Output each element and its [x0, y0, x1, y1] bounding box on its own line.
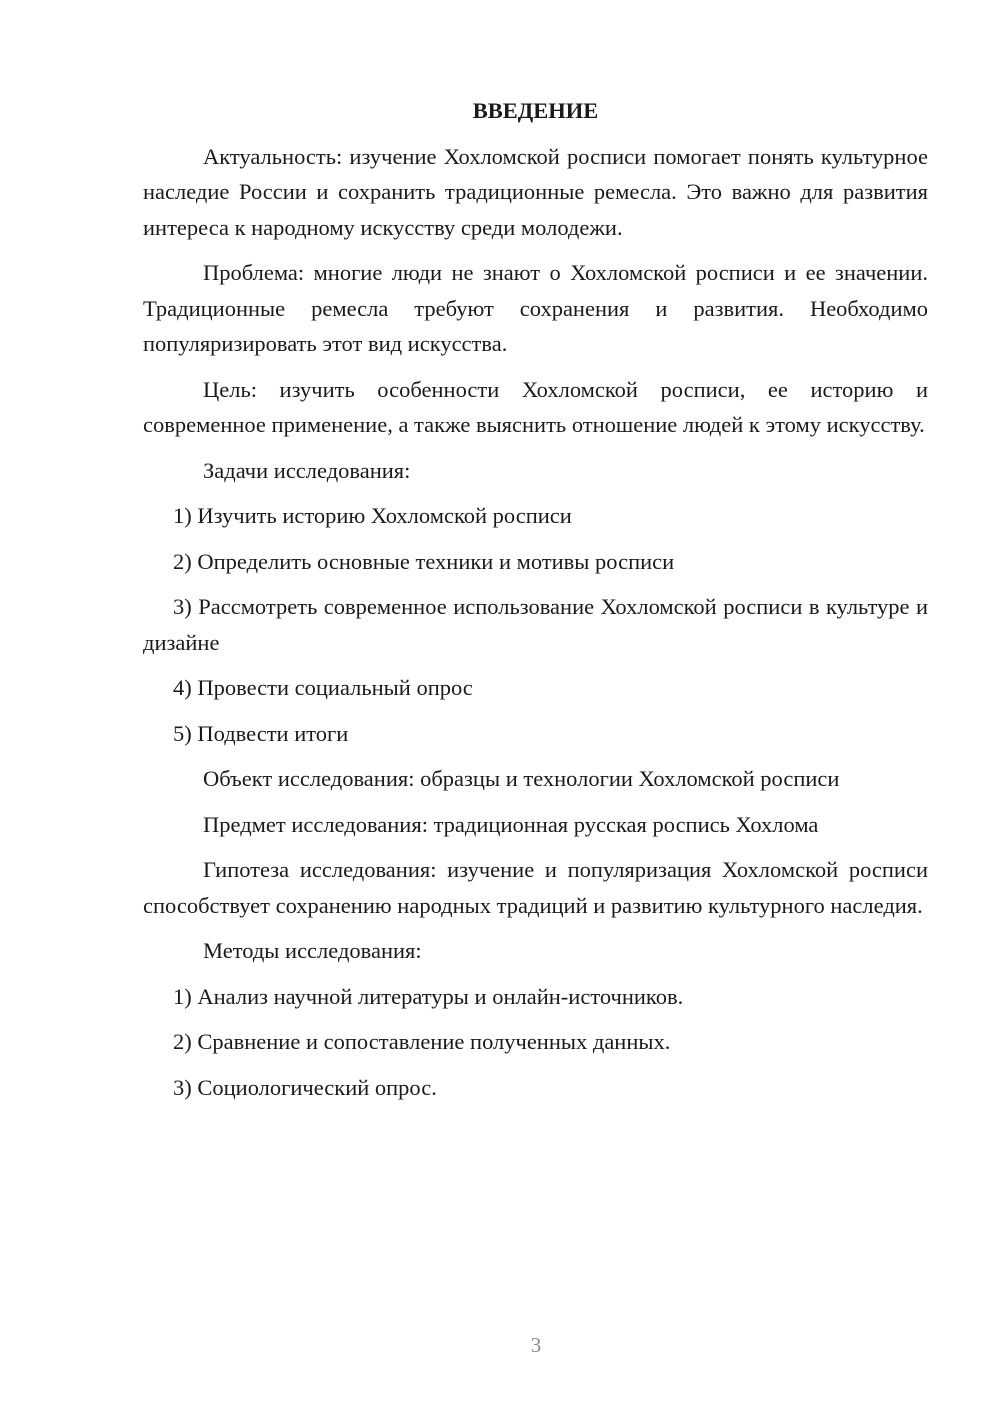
- task-item: 5) Подвести итоги: [173, 720, 349, 746]
- subject-paragraph: Предмет исследования: традиционная русская роспись Хохлома: [203, 811, 819, 837]
- tasks-heading: Задачи исследования:: [203, 457, 411, 483]
- task-item: 4) Провести социальный опрос: [173, 675, 473, 700]
- task-item: 2) Определить основные техники и мотивы росписи: [173, 548, 675, 574]
- task-item: 1) Изучить историю Хохломской росписи: [173, 503, 572, 528]
- methods-heading: Методы исследования:: [203, 938, 422, 963]
- task-item: 3) Рассмотреть современное использование Хохломской росписи в культуре и дизайне: [143, 594, 928, 655]
- goal-paragraph: Цель: изучить особенности Хохломской росписи, ее историю и современное применение, а также выяснить отношение людей к этому искусству.: [143, 376, 928, 437]
- page-title: ВВЕДЕНИЕ: [472, 98, 599, 123]
- relevance-paragraph: Актуальность: изучение Хохломской росписи помогает понять культурное наследие России и сохранить традиционные ремесла. Это важно для развития интереса к народному искусству среди молодежи.: [143, 143, 928, 240]
- method-item: 3) Социологический опрос.: [173, 1074, 437, 1100]
- object-paragraph: Объект исследования: образцы и технологии Хохломской росписи: [203, 766, 840, 791]
- page-content: [143, 93, 928, 1115]
- hypothesis-paragraph: Гипотеза исследования: изучение и популяризация Хохломской росписи способствует сохранению народных традиций и развитию культурного наследия.: [143, 857, 928, 918]
- method-item: 2) Сравнение и сопоставление полученных данных.: [173, 1029, 671, 1054]
- method-item: 1) Анализ научной литературы и онлайн-источников.: [173, 983, 684, 1009]
- problem-paragraph: Проблема: многие люди не знают о Хохломской росписи и ее значении. Традиционные ремесла требуют сохранения и развития. Необходимо популяризировать этот вид искусства.: [143, 260, 928, 356]
- page-number: 3: [530, 1333, 542, 1357]
